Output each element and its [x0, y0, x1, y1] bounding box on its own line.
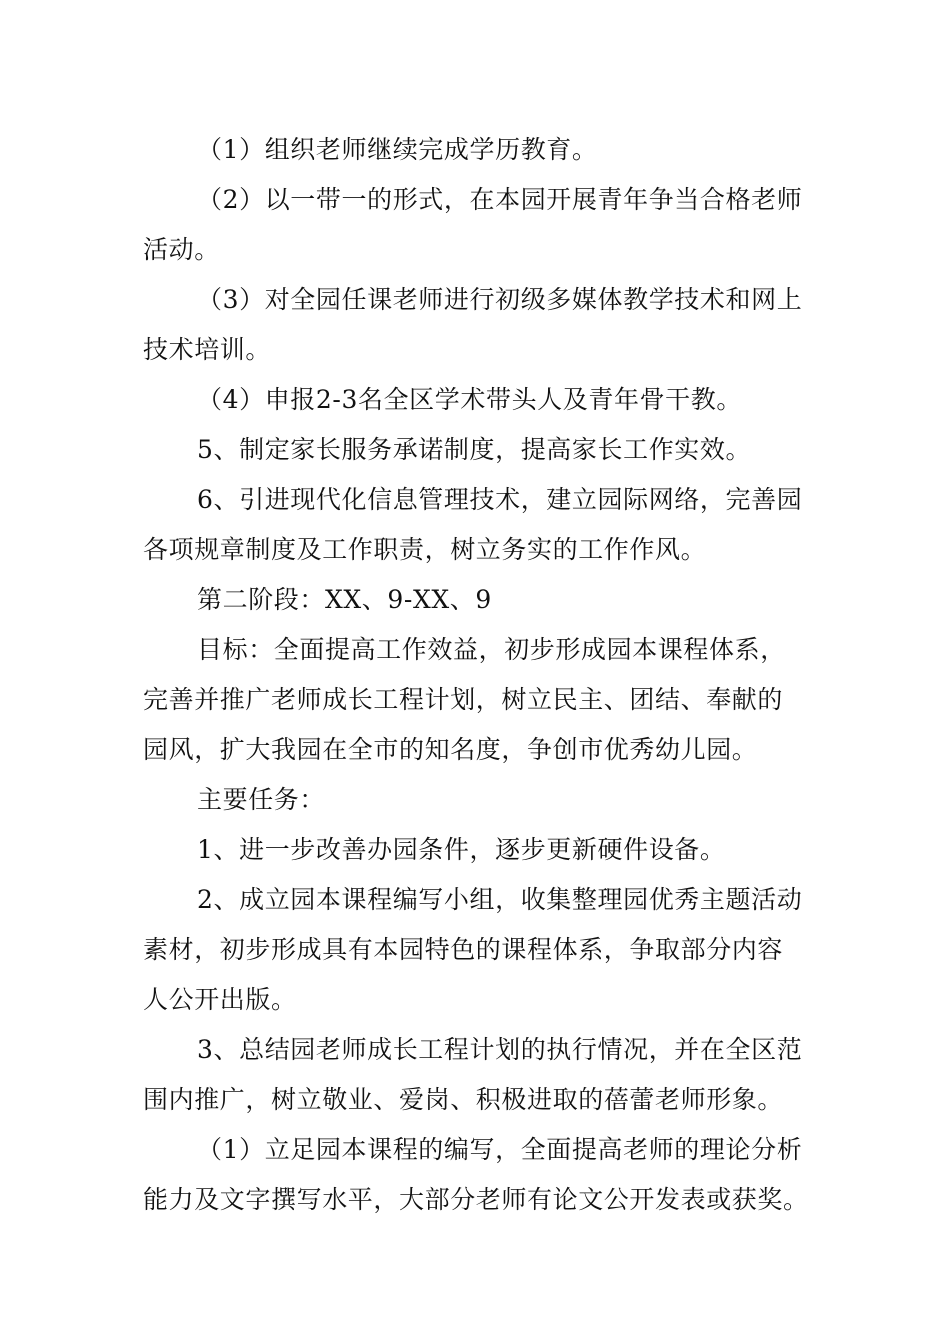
paragraph-line: 素材，初步形成具有本园特色的课程体系，争取部分内容 — [143, 935, 784, 964]
section-heading: 第二阶段：XX、9-XX、9 — [197, 585, 492, 614]
paragraph-line: 活动。 — [143, 235, 220, 264]
paragraph-line: （1）立足园本课程的编写，全面提高老师的理论分析 — [197, 1135, 803, 1164]
paragraph-line: 完善并推广老师成长工程计划，树立民主、团结、奉献的 — [143, 685, 784, 714]
paragraph-line: 围内推广，树立敬业、爱岗、积极进取的蓓蕾老师形象。 — [143, 1085, 784, 1114]
paragraph-line: 能力及文字撰写水平，大部分老师有论文公开发表或获奖。 — [143, 1185, 809, 1214]
paragraph-line: 5、制定家长服务承诺制度，提高家长工作实效。 — [197, 435, 752, 464]
section-heading: 主要任务： — [197, 785, 326, 814]
paragraph-line: （4）申报2-3名全区学术带头人及青年骨干教。 — [197, 385, 742, 414]
paragraph-line: 6、引进现代化信息管理技术，建立园际网络，完善园 — [197, 485, 803, 514]
paragraph-line: 3、总结园老师成长工程计划的执行情况，并在全区范 — [197, 1035, 803, 1064]
paragraph-line: 2、成立园本课程编写小组，收集整理园优秀主题活动 — [197, 885, 803, 914]
paragraph-line: （2）以一带一的形式，在本园开展青年争当合格老师 — [197, 185, 803, 214]
paragraph-line: 各项规章制度及工作职责，树立务实的工作作风。 — [143, 535, 707, 564]
paragraph-line: 园风，扩大我园在全市的知名度，争创市优秀幼儿园。 — [143, 735, 758, 764]
paragraph-line: 人公开出版。 — [143, 985, 297, 1014]
paragraph-line: 目标：全面提高工作效益，初步形成园本课程体系， — [197, 635, 786, 664]
paragraph-line: （1）组织老师继续完成学历教育。 — [197, 135, 598, 164]
paragraph-line: 技术培训。 — [143, 335, 272, 364]
paragraph-line: 1、进一步改善办园条件，逐步更新硬件设备。 — [197, 835, 726, 864]
paragraph-line: （3）对全园任课老师进行初级多媒体教学技术和网上 — [197, 285, 803, 314]
